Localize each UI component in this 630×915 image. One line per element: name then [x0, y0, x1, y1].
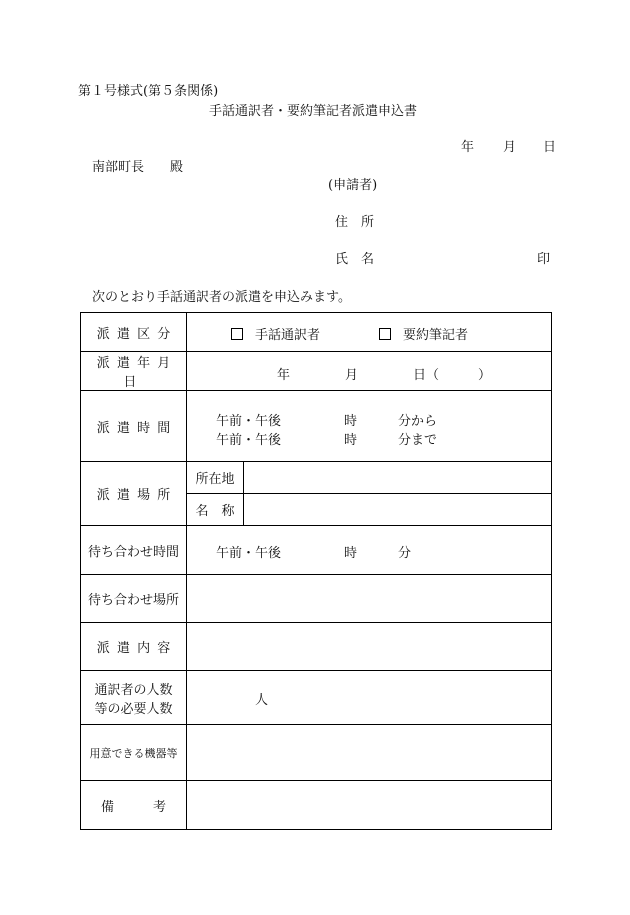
equipment-field[interactable] [187, 725, 552, 781]
dispatch-place-label: 派遣場所 [81, 462, 187, 526]
dispatch-date-label: 派遣年月日 [81, 352, 187, 391]
remarks-label: 備 考 [81, 781, 187, 830]
row-meeting-time [81, 526, 552, 575]
row-meeting-place [81, 575, 552, 623]
name-label: 氏 名 [335, 252, 375, 267]
meeting-place-label: 待ち合わせ場所 [81, 575, 187, 623]
meeting-ampm: 午前・午後 [216, 546, 282, 561]
dispatch-type-options [187, 313, 552, 352]
dispatch-content-label: 派遣内容 [81, 623, 187, 671]
place-name-label: 名 称 [187, 494, 244, 526]
row-dispatch-content [81, 623, 552, 671]
option-summary-writer[interactable]: 要約筆記者 [379, 324, 468, 343]
date-year-unit: 年 [277, 367, 291, 383]
request-sentence: 次のとおり手話通訳者の派遣を申込みます。 [92, 290, 351, 305]
meeting-time-label: 待ち合わせ時間 [81, 526, 187, 575]
seal-mark: 印 [537, 252, 551, 267]
meeting-time-value[interactable] [187, 526, 552, 575]
application-table [80, 312, 552, 830]
end-minute-unit: 分まで [398, 433, 438, 448]
address-label: 住 所 [335, 215, 375, 230]
required-count-label-line-1: 通訳者の人数 [94, 682, 173, 698]
option-sign-interpreter[interactable]: 手話通訳者 [231, 324, 320, 343]
place-address-field[interactable] [244, 462, 552, 494]
start-minute-unit: 分から [398, 414, 438, 429]
remarks-field[interactable] [187, 781, 552, 830]
start-hour-unit: 時 [344, 414, 358, 429]
form-number: 第１号様式(第５条関係) [78, 84, 219, 99]
date-year: 年 [461, 140, 475, 155]
row-dispatch-time [81, 391, 552, 462]
row-dispatch-place-address [81, 462, 552, 494]
date-day-unit: 日（ ） [413, 367, 492, 383]
dispatch-content-field[interactable] [187, 623, 552, 671]
checkbox-icon[interactable] [379, 328, 391, 340]
equipment-label: 用意できる機器等 [81, 725, 187, 781]
row-dispatch-date [81, 352, 552, 391]
start-ampm: 午前・午後 [216, 414, 282, 429]
meeting-minute-unit: 分 [398, 546, 412, 561]
meeting-place-field[interactable] [187, 575, 552, 623]
date-month-unit: 月 [345, 367, 359, 383]
row-required-count [81, 671, 552, 725]
checkbox-icon[interactable] [231, 328, 243, 340]
end-hour-unit: 時 [344, 433, 358, 448]
page-title: 手話通訳者・要約筆記者派遣申込書 [209, 104, 418, 119]
count-unit: 人 [255, 693, 269, 708]
dispatch-time-value[interactable] [187, 391, 552, 462]
row-equipment [81, 725, 552, 781]
dispatch-date-value[interactable] [187, 352, 552, 391]
required-count-label-line-2: 等の必要人数 [94, 701, 173, 717]
required-count-label [81, 671, 187, 725]
place-address-label: 所在地 [187, 462, 244, 494]
dispatch-type-label: 派遣区分 [81, 313, 187, 352]
applicant-label: (申請者) [328, 178, 378, 193]
place-name-field[interactable] [244, 494, 552, 526]
dispatch-time-label: 派遣時間 [81, 391, 187, 462]
date-month: 月 [503, 140, 517, 155]
addressee: 南部町長 殿 [92, 160, 184, 175]
row-remarks [81, 781, 552, 830]
row-dispatch-type [81, 313, 552, 352]
meeting-hour-unit: 時 [344, 546, 358, 561]
end-ampm: 午前・午後 [216, 433, 282, 448]
required-count-field[interactable] [187, 671, 552, 725]
date-day: 日 [543, 140, 557, 155]
